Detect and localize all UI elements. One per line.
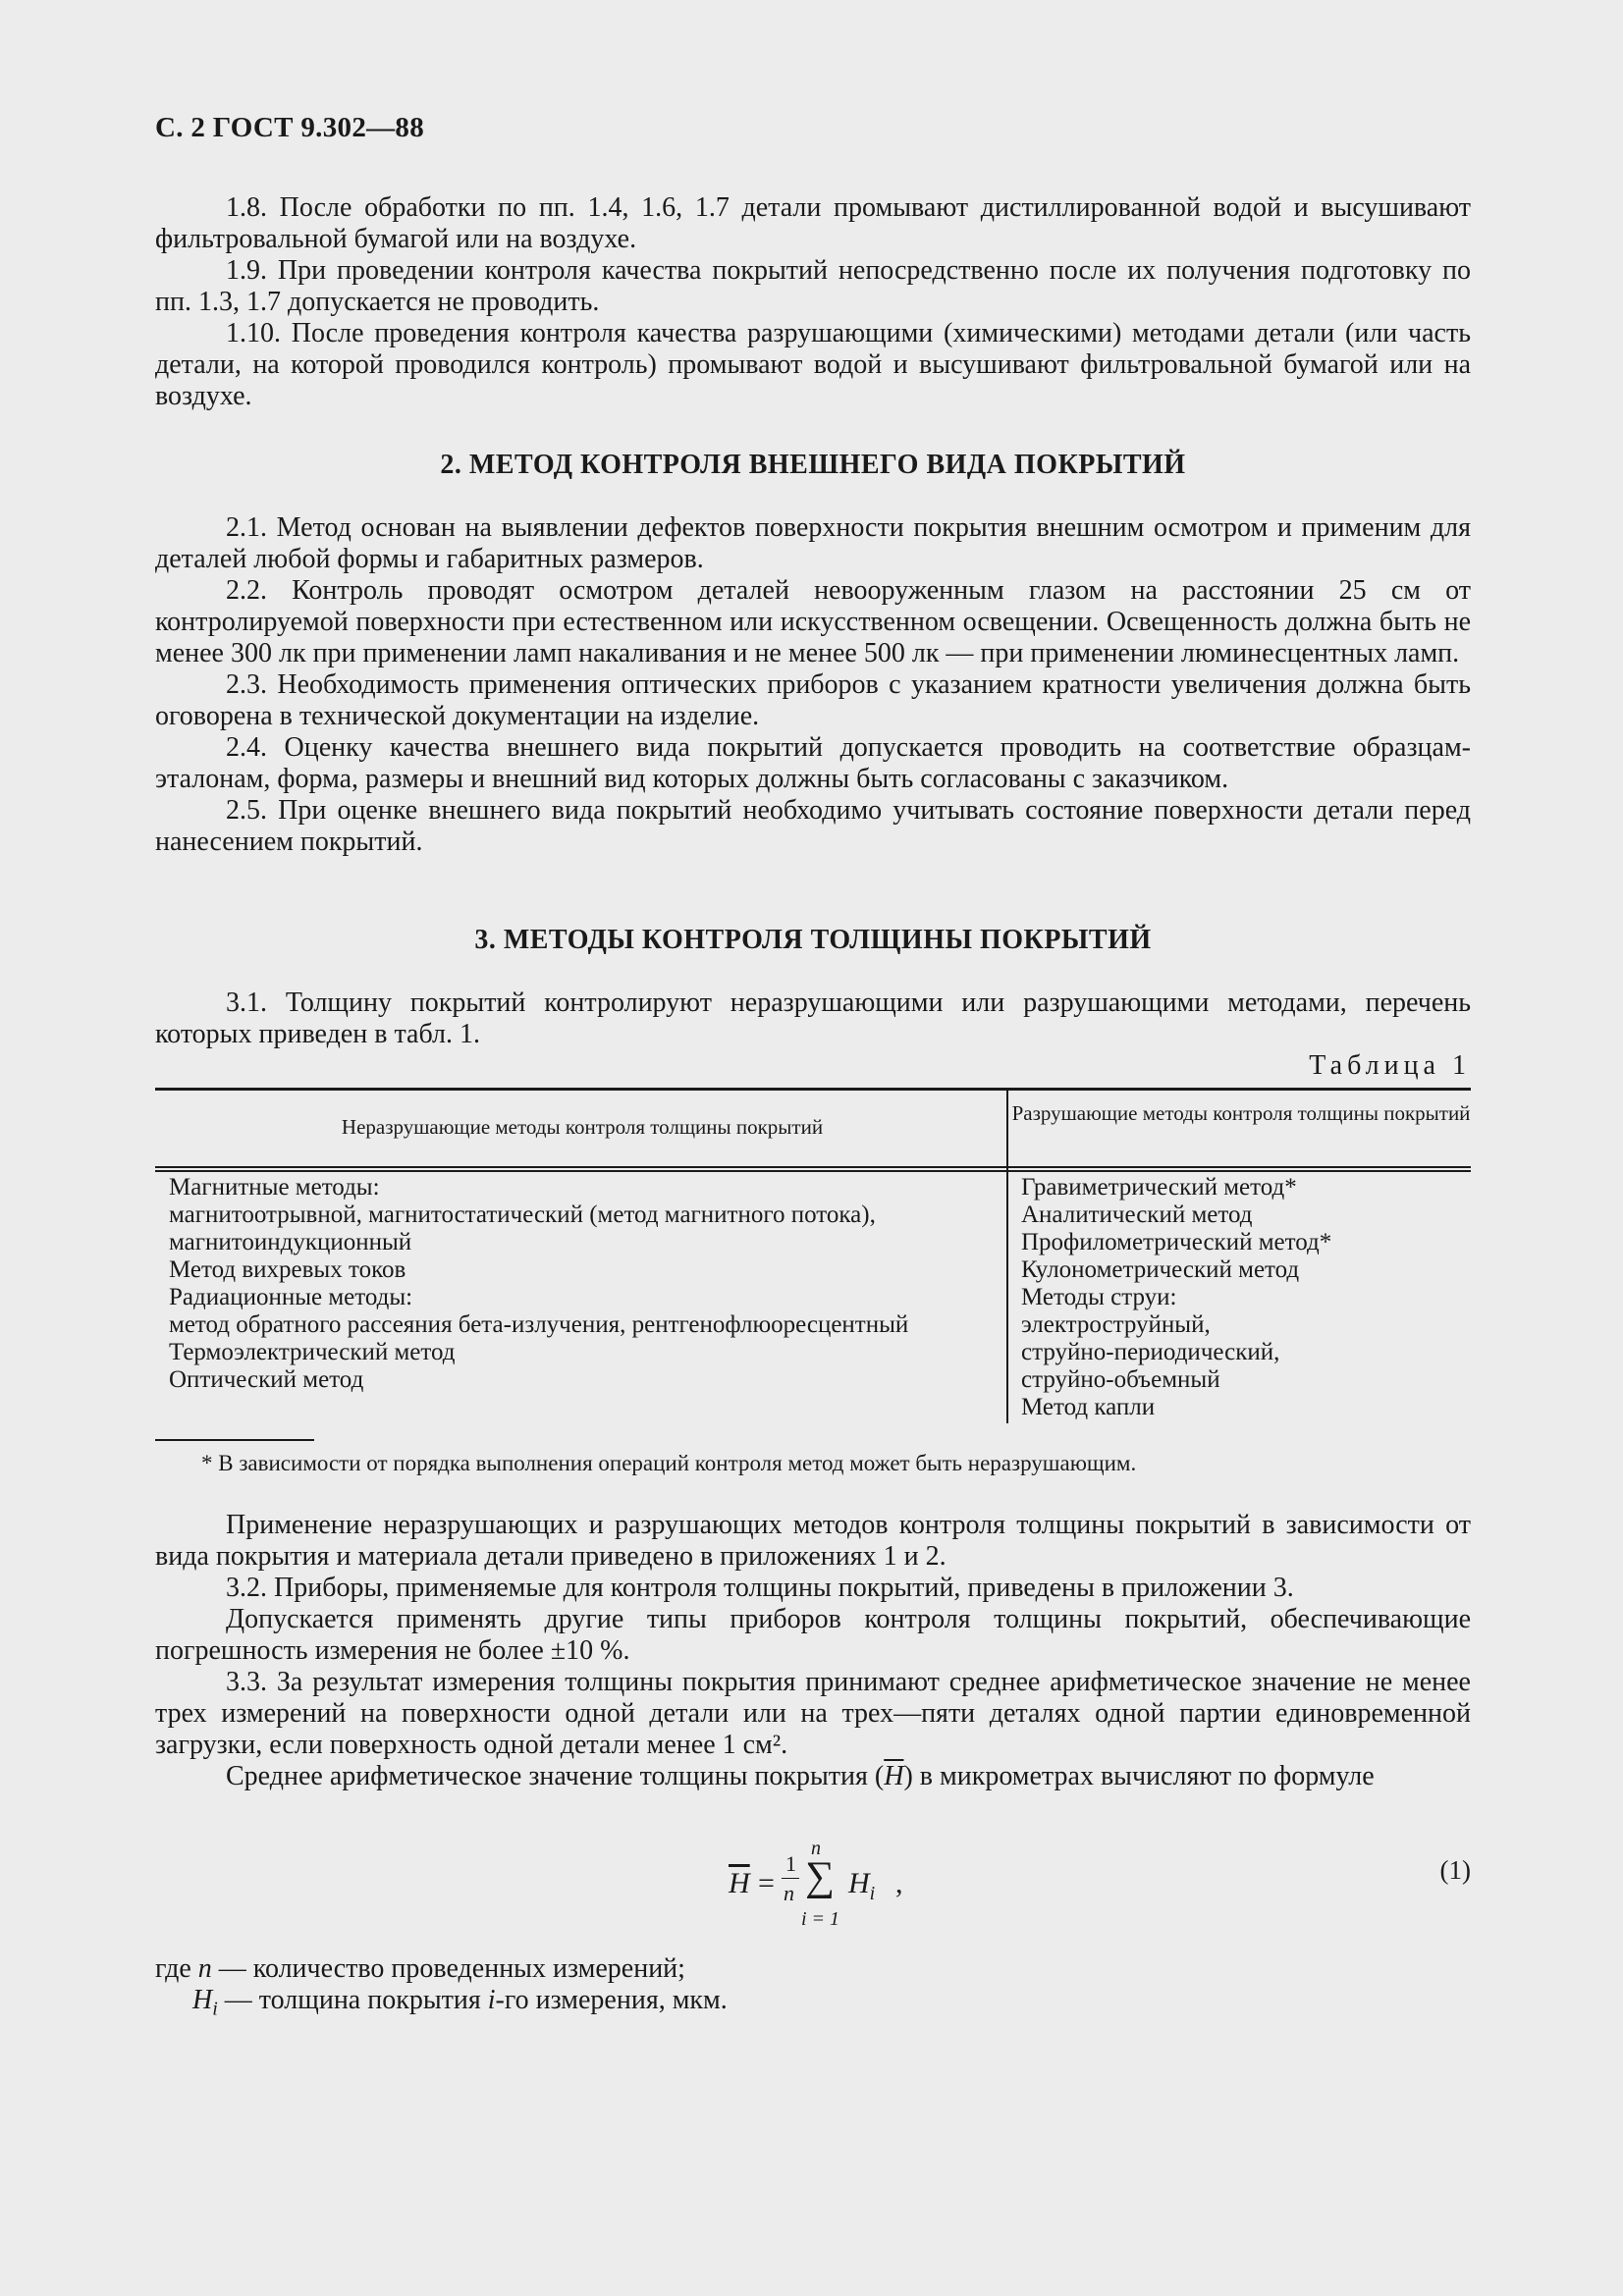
table-col1-line: Термоэлектрический метод <box>169 1339 456 1365</box>
formula-term <box>848 1867 875 1905</box>
paragraph-application: Применение неразрушающих и разрушающих методов контроля толщины покрытий в зависимости от вида покрытия и материала детали приведено в приложениях 1 и 2. <box>155 1510 1471 1572</box>
legend-n-symbol: n <box>197 1953 212 1984</box>
paragraph-2-1: 2.1. Метод основан на выявлении дефектов поверхности покрытия внешним осмотром и применим для деталей любой формы и габаритных размеров. <box>155 512 1471 574</box>
table-col1-line: магнитоиндукционный <box>169 1229 412 1255</box>
table-col2-line: Метод капли <box>1021 1394 1156 1420</box>
paragraph-2-2: 2.2. Контроль проводят осмотром деталей невооруженным глазом на расстоянии 25 см от контролируемой поверхности при естественном или искусственном освещении. Освещенность должна быть не менее 300 лк при применении ламп накаливания и не менее 500 лк — при применении люминесцентных ламп. <box>155 575 1471 668</box>
legend-h-text-2: -го измерения, мкм. <box>495 1985 728 2015</box>
table-footnote: * В зависимости от порядка выполнения операций контроля метод может быть неразрушающим. <box>201 1451 1137 1475</box>
paragraph-1-10: 1.10. После проведения контроля качества разрушающими (химическими) методами детали (или часть детали, на которой проводился контроль) промывают водой и высушивают фильтровальной бумагой или на воздухе. <box>155 318 1471 411</box>
formula-intro-before: Среднее арифметическое значение толщины покрытия ( <box>226 1761 885 1791</box>
table-col2-line: струйно-объемный <box>1021 1366 1220 1393</box>
paragraph-allowed-devices: Допускается применять другие типы приборов контроля толщины покрытий, обеспечивающие погрешность измерения не более ±10 %. <box>155 1604 1471 1666</box>
table-col2-line: электроструйный, <box>1021 1311 1211 1338</box>
legend-h-symbol: H <box>192 1985 213 2015</box>
table-col2-body <box>1021 1174 1331 1421</box>
formula-equals: = <box>758 1867 775 1899</box>
formula-sigma: ∑ <box>805 1854 835 1899</box>
table-col2-header: Разрушающие методы контроля толщины покрытий <box>1011 1101 1471 1125</box>
table-col1-line: Метод вихревых токов <box>169 1256 406 1283</box>
legend-h-text-1: — толщина покрытия <box>217 1985 488 2015</box>
section-3-title: 3. МЕТОДЫ КОНТРОЛЯ ТОЛЩИНЫ ПОКРЫТИЙ <box>474 925 1152 955</box>
mean-thickness-symbol: $\overline{H}$ <box>884 1761 904 1791</box>
paragraph-3-2: 3.2. Приборы, применяемые для контроля толщины покрытий, приведены в приложении 3. <box>226 1573 1294 1603</box>
table-col1-line: Радиационные методы: <box>169 1284 413 1310</box>
section-3-intro <box>155 988 1471 1050</box>
section-2-body <box>155 512 1471 858</box>
paragraph-1-8: 1.8. После обработки по пп. 1.4, 1.6, 1.7 детали промывают дистиллированной водой и высушивают фильтровальной бумагой или на воздухе. <box>155 192 1471 254</box>
table-divider <box>1006 1090 1008 1423</box>
paragraph-3-3: 3.3. За результат измерения толщины покрытия принимают среднее арифметическое значение не менее трех измерений на поверхности одной детали или на трех—пяти деталях одной партии единовременной загрузки, если поверхность одной детали менее 1 см². <box>155 1667 1471 1760</box>
intro-section <box>155 192 1471 412</box>
table-col2-line: Гравиметрический метод* <box>1021 1174 1297 1201</box>
legend-prefix: где <box>155 1953 198 1984</box>
legend-h-i: i <box>487 1985 496 2015</box>
table-col1-line: магнитоотрывной, магнитостатический (метод магнитного потока), <box>169 1201 876 1228</box>
formula-fraction-numerator: 1 <box>785 1851 796 1876</box>
table-col2-line: Кулонометрический метод <box>1021 1256 1300 1283</box>
formula-fraction-denominator: n <box>784 1881 794 1905</box>
table-top-rule <box>155 1088 1471 1091</box>
formula-term-symbol: H <box>848 1867 870 1899</box>
formula-lhs: $\overline{H}$ <box>729 1867 750 1899</box>
legend-h <box>155 1985 728 2025</box>
paragraph-formula-intro <box>155 1761 1471 1792</box>
formula-intro-after: ) в микрометрах вычисляют по формуле <box>903 1761 1375 1791</box>
page-header: С. 2 ГОСТ 9.302—88 <box>155 112 425 143</box>
legend-n-text: — количество проведенных измерений; <box>211 1953 685 1984</box>
formula-trailing-comma: , <box>895 1867 903 1899</box>
table-col2-line: Аналитический метод <box>1021 1201 1253 1228</box>
table-caption: Таблица 1 <box>1309 1050 1471 1081</box>
table-col2-line: Методы струи: <box>1021 1284 1177 1310</box>
formula-sum-lower: i = 1 <box>801 1908 840 1930</box>
section-2-title: 2. МЕТОД КОНТРОЛЯ ВНЕШНЕГО ВИДА ПОКРЫТИЙ <box>440 450 1186 480</box>
formula-fraction-bar <box>782 1878 799 1879</box>
table-col1-line: Магнитные методы: <box>169 1174 380 1201</box>
legend-n <box>155 1953 728 1985</box>
paragraph-2-3: 2.3. Необходимость применения оптических приборов с указанием кратности увеличения должна быть оговорена в технической документации на изделие. <box>155 669 1471 731</box>
table-col1-body <box>169 1174 908 1394</box>
paragraph-3-1: 3.1. Толщину покрытий контролируют неразрушающими или разрушающими методами, перечень которых приведен в табл. 1. <box>155 988 1471 1049</box>
table-header-rule-2 <box>155 1170 1471 1172</box>
table-col1-line: метод обратного рассеяния бета-излучения, рентгенофлюоресцентный <box>169 1311 909 1338</box>
formula-legend <box>155 1953 728 2025</box>
formula-1 <box>723 1838 919 1944</box>
formula-number: (1) <box>1439 1855 1471 1885</box>
table-col1-header: Неразрушающие методы контроля толщины покрытий <box>341 1115 824 1139</box>
paragraph-2-4: 2.4. Оценку качества внешнего вида покрытий допускается проводить на соответствие образцам-эталонам, форма, размеры и внешний вид которых должны быть согласованы с заказчиком. <box>155 732 1471 794</box>
legend-h-sub: i <box>212 1998 218 2020</box>
table-col2-line: Профилометрический метод* <box>1021 1229 1332 1255</box>
formula-sum-upper: n <box>811 1838 821 1859</box>
formula-term-sub: i <box>869 1883 876 1904</box>
paragraph-2-5: 2.5. При оценке внешнего вида покрытий необходимо учитывать состояние поверхности детали перед нанесением покрытий. <box>155 795 1471 857</box>
table-header-rule-1 <box>155 1166 1471 1168</box>
table-col2-line: струйно-периодический, <box>1021 1339 1280 1365</box>
section-3-body <box>155 1510 1471 1792</box>
table-col1-line: Оптический метод <box>169 1366 364 1393</box>
paragraph-1-9: 1.9. При проведении контроля качества покрытий непосредственно после их получения подготовку по пп. 1.3, 1.7 допускается не проводить. <box>155 255 1471 317</box>
footnote-rule <box>155 1439 314 1441</box>
